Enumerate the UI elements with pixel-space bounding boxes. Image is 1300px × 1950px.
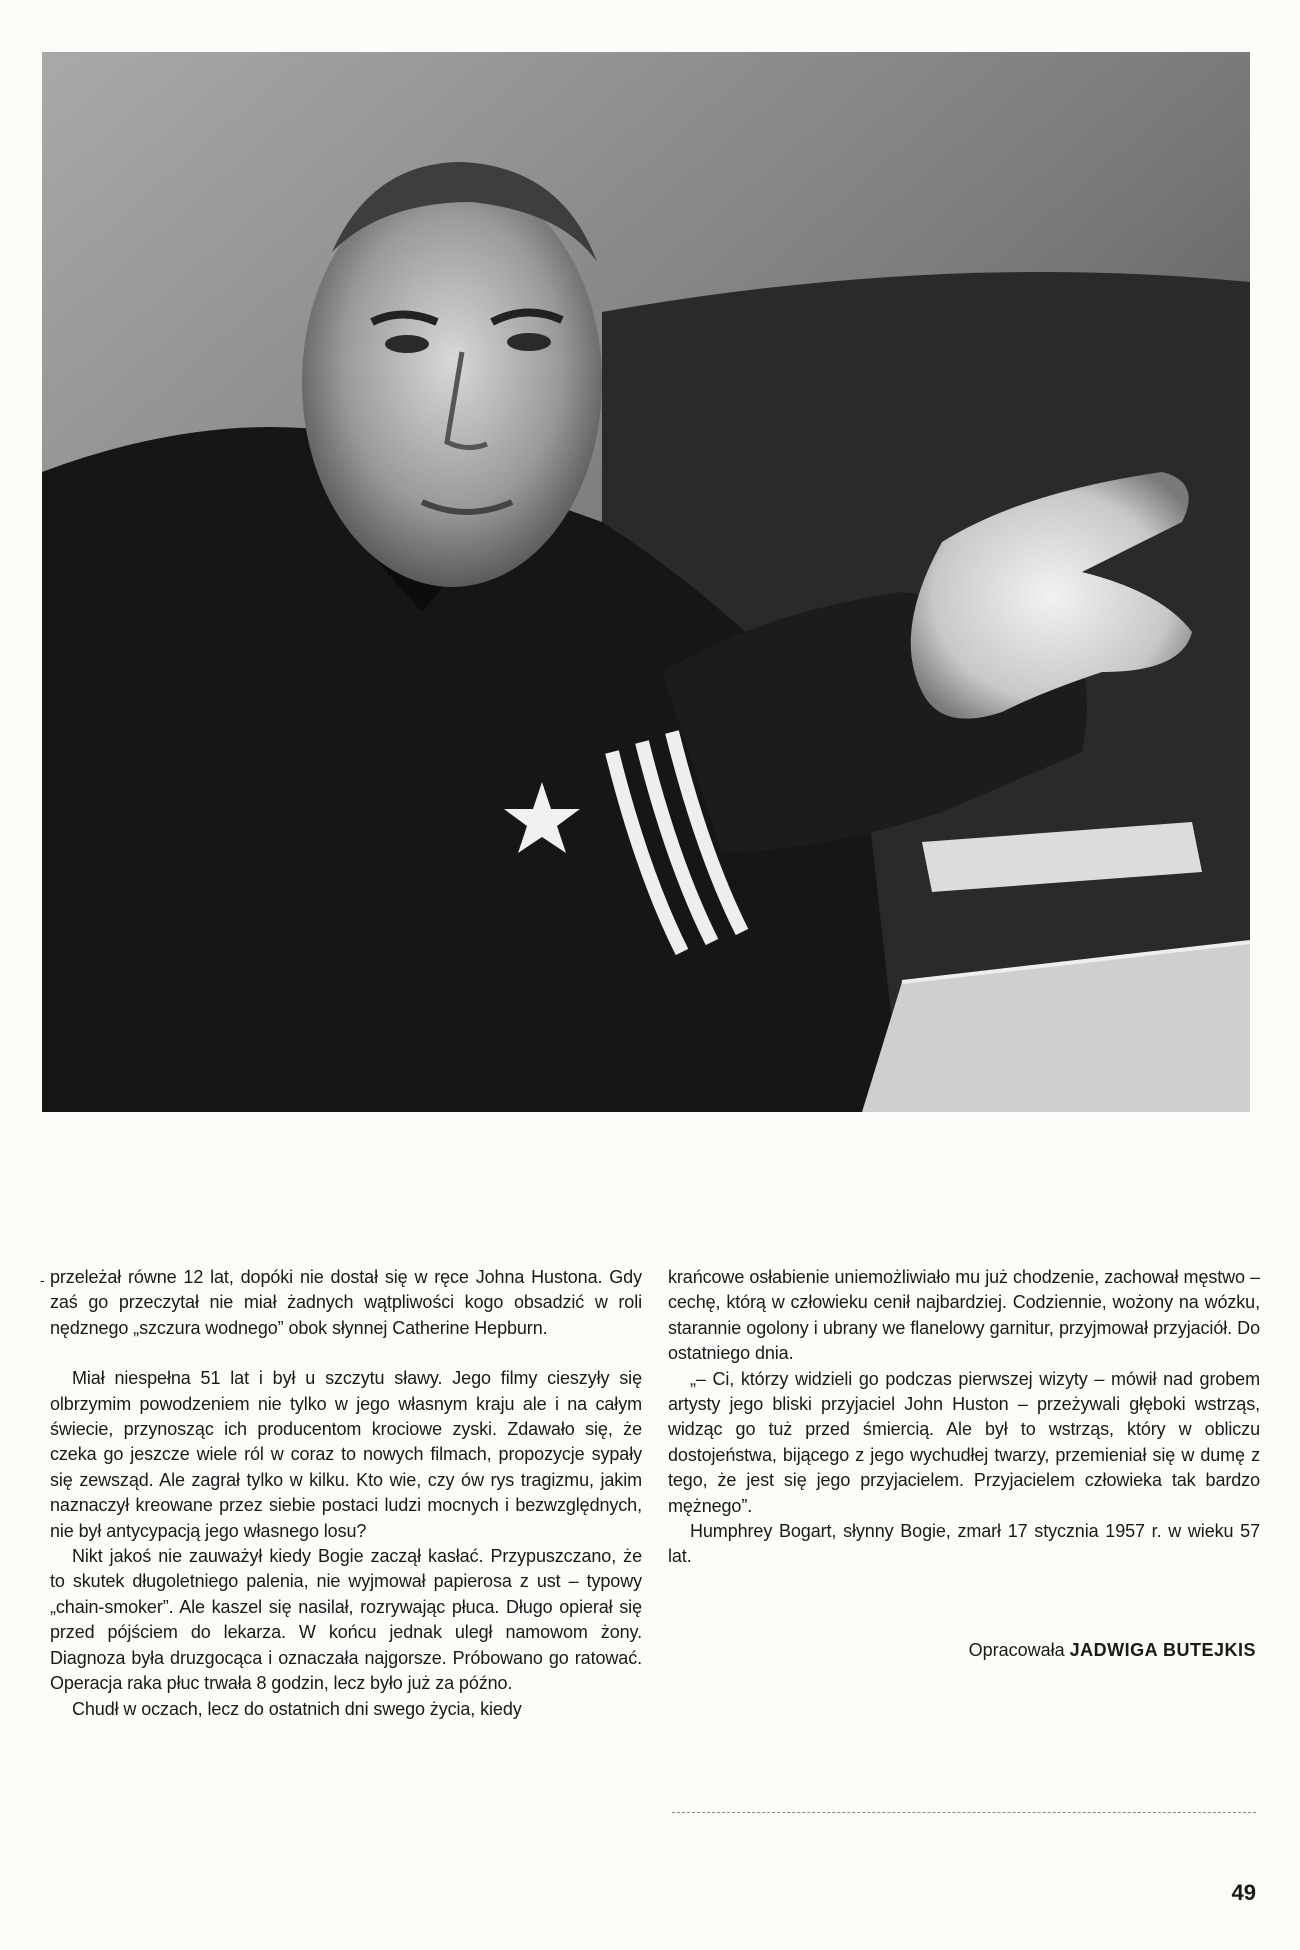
paragraph: przeleżał równe 12 lat, dopóki nie dostał się w ręce Johna Hustona. Gdy zaś go przeczytał nie miał żadnych wątpliwości kogo obsadzić w roli nędznego „szczura wodnego” obok słynnej Catherine Hepburn. <box>50 1267 642 1338</box>
page-number: 49 <box>1231 1880 1256 1905</box>
author-credit <box>969 1638 1256 1662</box>
left-column <box>50 1265 642 1722</box>
margin-mark: - <box>40 1272 45 1288</box>
right-column <box>668 1265 1260 1570</box>
paragraph: Humphrey Bogart, słynny Bogie, zmarł 17 stycznia 1957 r. w wieku 57 lat. <box>668 1521 1260 1567</box>
photo-image <box>42 52 1250 1112</box>
article-photo <box>42 52 1250 1112</box>
divider <box>672 1812 1256 1813</box>
credit-name: JADWIGA BUTEJKIS <box>1069 1640 1256 1660</box>
paragraph: krańcowe osłabienie uniemożliwiało mu już chodzenie, zachował męstwo – cechę, którą w człowieku cenił najbardziej. Codziennie, wożony na wózku, starannie ogolony i ubrany we flanelowy garnitur, przyjmował przyjaciół. Do ostatniego dnia. <box>668 1267 1260 1364</box>
paragraph: „– Ci, którzy widzieli go podczas pierwszej wizyty – mówił nad grobem artysty jego bliski przyjaciel John Huston – przeżywali głęboki wstrząs, widząc go tuż przed śmiercią. Ale był to wstrząs, który w obliczu dostojeństwa, bijącego z jego wychudłej twarzy, przemieniał się w dumę z tego, że jest się jego przyjacielem. Przyjacielem człowieka tak bardzo mężnego”. <box>668 1368 1260 1516</box>
credit-prefix: Opracowała <box>968 1640 1065 1660</box>
paragraph: Miał niespełna 51 lat i był u szczytu sławy. Jego filmy cieszyły się olbrzymim powodzeniem nie tylko w jego własnym kraju ale i na całym świecie, przynosząc ich producentom krociowe zyski. Zdawało się, że czeka go jeszcze wiele ról w coraz to nowych filmach, propozycje sypały się zewsząd. Ale zagrał tylko w kilku. Kto wie, czy ów rys tragizmu, jakim naznaczył kreowane przez siebie postaci ludzi mocnych i bezwzględnych, nie był antycypacją jego własnego losu? <box>50 1368 642 1541</box>
paragraph: Chudł w oczach, lecz do ostatnich dni swego życia, kiedy <box>72 1698 522 1719</box>
paragraph: Nikt jakoś nie zauważył kiedy Bogie zaczął kasłać. Przypuszczano, że to skutek długoletniego palenia, nie wyjmował papierosa z ust – typowy „chain-smoker”. Ale kaszel się nasilał, rozrywając płuca. Długo opierał się przed pójściem do lekarza. W końcu jednak uległ namowom żony. Diagnoza była druzgocąca i oznaczała najgorsze. Próbowano go ratować. Operacja raka płuc trwała 8 godzin, lecz było już za późno. <box>50 1546 642 1694</box>
